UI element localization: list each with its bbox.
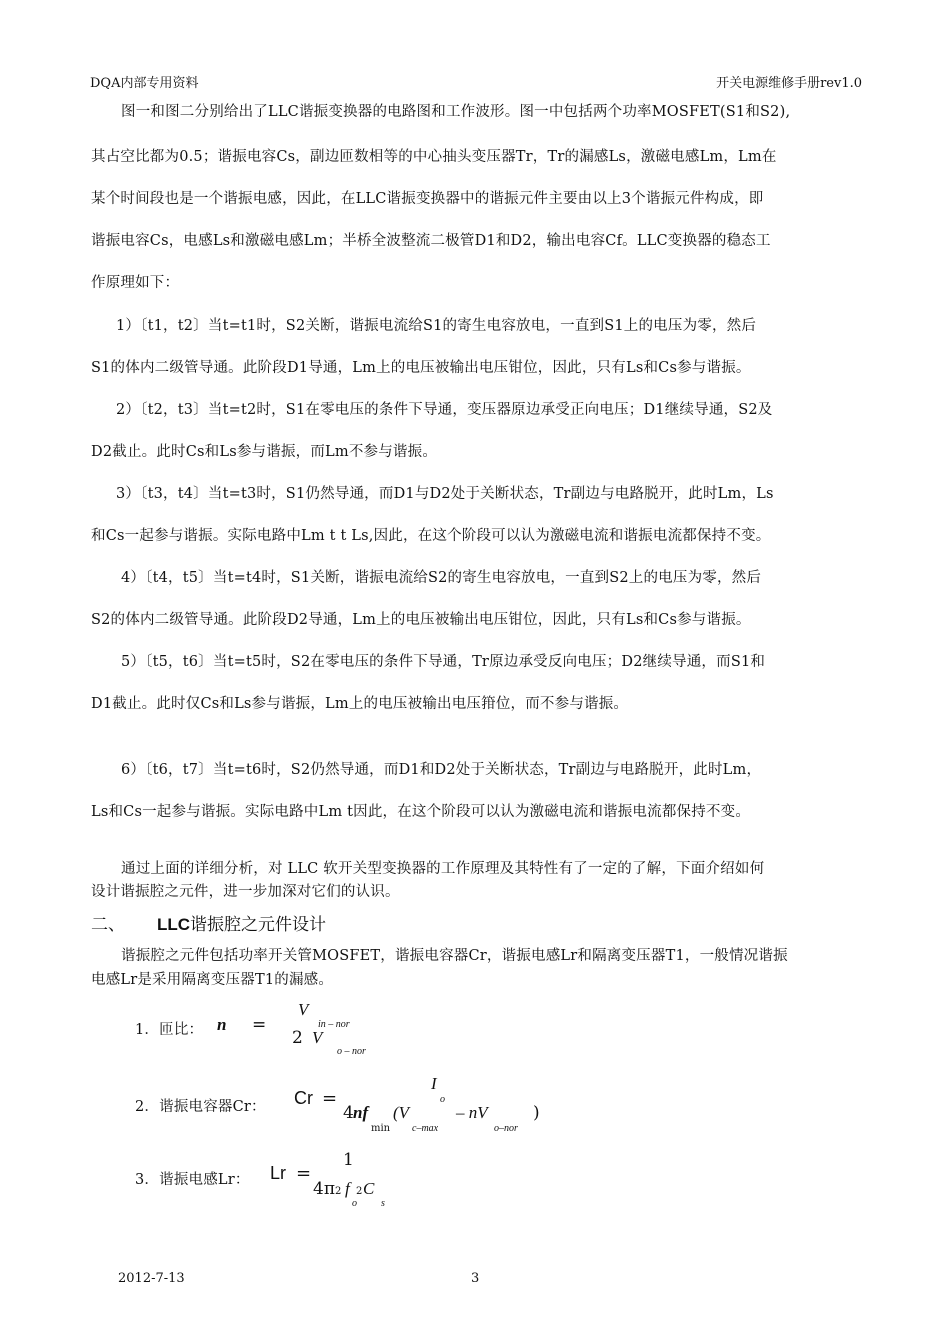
formula-1-numerator: V xyxy=(298,1000,309,1019)
formula-3-den-c: C xyxy=(363,1179,375,1198)
formula-3-den-sup2: 2 xyxy=(356,1186,363,1197)
step-2-line-2: D2截止。此时Cs和Ls参与谐振，而Lm不参与谐振。 xyxy=(91,444,438,460)
formula-3-label: 3．谐振电感Lr： xyxy=(135,1172,250,1188)
section-text-line-2: 电感Lr是采用隔离变压器T1的漏感。 xyxy=(91,972,334,988)
step-6-line-2: Ls和Cs一起参与谐振。实际电路中Lm t因此，在这个阶段可以认为激磁电流和谐振电流都保持不变。 xyxy=(91,804,751,820)
intro-line-1: 图一和图二分别给出了LLC谐振变换器的电路图和工作波形。图一中包括两个功率MOSFET(S1和S2), xyxy=(121,104,791,120)
step-4-line-2: S2的体内二级管导通。此阶段D2导通，Lm上的电压被输出电压钳位，因此，只有Ls和Cs参与谐振。 xyxy=(91,612,751,628)
formula-2-den-a: 4 xyxy=(343,1103,354,1123)
step-3-line-2: 和Cs一起参与谐振。实际电路中Lm t t Ls,因此，在这个阶段可以认为激磁电流和谐振电流都保持不变。 xyxy=(91,528,771,544)
formula-1-label: 1．匝比： xyxy=(135,1022,204,1038)
summary-line-1: 通过上面的详细分析，对 LLC 软开关型变换器的工作原理及其特性有了一定的了解，下面介绍如何 xyxy=(121,861,765,877)
formula-2-den-c: (V xyxy=(393,1103,410,1122)
formula-2-den-b: nf xyxy=(353,1103,369,1122)
footer-date: 2012-7-13 xyxy=(118,1271,185,1286)
intro-line-3: 某个时间段也是一个谐振电感，因此，在LLC谐振变换器中的谐振元件主要由以上3个谐振元件构成，即 xyxy=(91,191,764,207)
section-title-rest: 谐振腔之元件设计 xyxy=(190,915,327,935)
formula-2-den-b-sub: min xyxy=(371,1123,391,1134)
formula-2-numerator-sub: o xyxy=(440,1094,445,1105)
intro-line-2: 其占空比都为0.5；谐振电容Cs，副边匝数相等的中心抽头变压器Tr，Tr的漏感Ls，激磁电感Lm，Lm在 xyxy=(91,149,777,165)
formula-3-equals: = xyxy=(296,1163,312,1184)
section-title-bold: LLC xyxy=(157,915,191,934)
formula-3-den-c-sub: s xyxy=(381,1198,385,1209)
formula-3-den-b-sub: o xyxy=(352,1198,357,1209)
section-title xyxy=(157,910,326,935)
intro-line-5: 作原理如下： xyxy=(91,275,180,291)
formula-2-den-e: ) xyxy=(533,1103,540,1123)
step-4-line-1: 4）〔t4，t5〕当t=t4时，S1关断，谐振电流给S2的寄生电容放电，一直到S2上的电压为零，然后 xyxy=(121,570,762,586)
formula-2-den-d-sub: o–nor xyxy=(494,1123,518,1134)
formula-1-equals: = xyxy=(252,1015,267,1035)
summary-line-2: 设计谐振腔之元件，进一步加深对它们的认识。 xyxy=(91,884,400,900)
formula-3-lhs: Lr xyxy=(270,1163,287,1183)
formula-2-numerator: I xyxy=(431,1074,437,1093)
section-number: 二、 xyxy=(91,915,125,935)
formula-3-den-b: f xyxy=(345,1179,350,1198)
formula-1-denominator-sub: o – nor xyxy=(337,1046,366,1057)
footer-page-number: 3 xyxy=(471,1271,480,1286)
step-5-line-2: D1截止。此时仅Cs和Ls参与谐振，Lm上的电压被输出电压箝位，而不参与谐振。 xyxy=(91,696,629,712)
step-1-line-1: 1）〔t1，t2〕当t=t1时，S2关断，谐振电流给S1的寄生电容放电，一直到S1上的电压为零，然后 xyxy=(116,318,757,334)
formula-1-denominator: V xyxy=(312,1028,323,1047)
formula-1-den-coef: 2 xyxy=(292,1028,303,1048)
formula-3-den-a: 4π xyxy=(313,1179,335,1199)
header-right: 开关电源维修手册rev1.0 xyxy=(716,76,862,91)
intro-line-4: 谐振电容Cs，电感Ls和激磁电感Lm；半桥全波整流二极管D1和D2，输出电容Cf。LLC变换器的稳态工 xyxy=(91,233,771,249)
step-3-line-1: 3）〔t3，t4〕当t=t3时，S1仍然导通，而D1与D2处于关断状态，Tr副边与电路脱开，此时Lm，Ls xyxy=(116,486,774,502)
formula-2-lhs: Cr xyxy=(294,1088,313,1108)
formula-3-numerator: 1 xyxy=(343,1150,354,1170)
formula-2-den-d: – nV xyxy=(456,1103,488,1122)
section-text-line-1: 谐振腔之元件包括功率开关管MOSFET，谐振电容器Cr，谐振电感Lr和隔离变压器T1，一般情况谐振 xyxy=(121,948,788,964)
formula-2-den-c-sub: c–max xyxy=(412,1123,439,1134)
step-2-line-1: 2）〔t2，t3〕当t=t2时，S1在零电压的条件下导通，变压器原边承受正向电压；D1继续导通，S2及 xyxy=(116,402,773,418)
header-left: DQA内部专用资料 xyxy=(90,76,199,91)
step-1-line-2: S1的体内二级管导通。此阶段D1导通，Lm上的电压被输出电压钳位，因此，只有Ls和Cs参与谐振。 xyxy=(91,360,751,376)
step-6-line-1: 6）〔t6，t7〕当t=t6时，S2仍然导通，而D1和D2处于关断状态，Tr副边与电路脱开，此时Lm， xyxy=(121,762,762,778)
formula-2-label: 2．谐振电容器Cr： xyxy=(135,1099,266,1115)
formula-1-lhs: n xyxy=(217,1015,227,1034)
step-5-line-1: 5）〔t5，t6〕当t=t5时，S2在零电压的条件下导通，Tr原边承受反向电压；D2继续导通，而S1和 xyxy=(121,654,766,670)
formula-3-den-sup1: 2 xyxy=(335,1186,342,1197)
formula-1-numerator-sub: in – nor xyxy=(318,1019,350,1030)
formula-2-equals: = xyxy=(322,1088,338,1109)
